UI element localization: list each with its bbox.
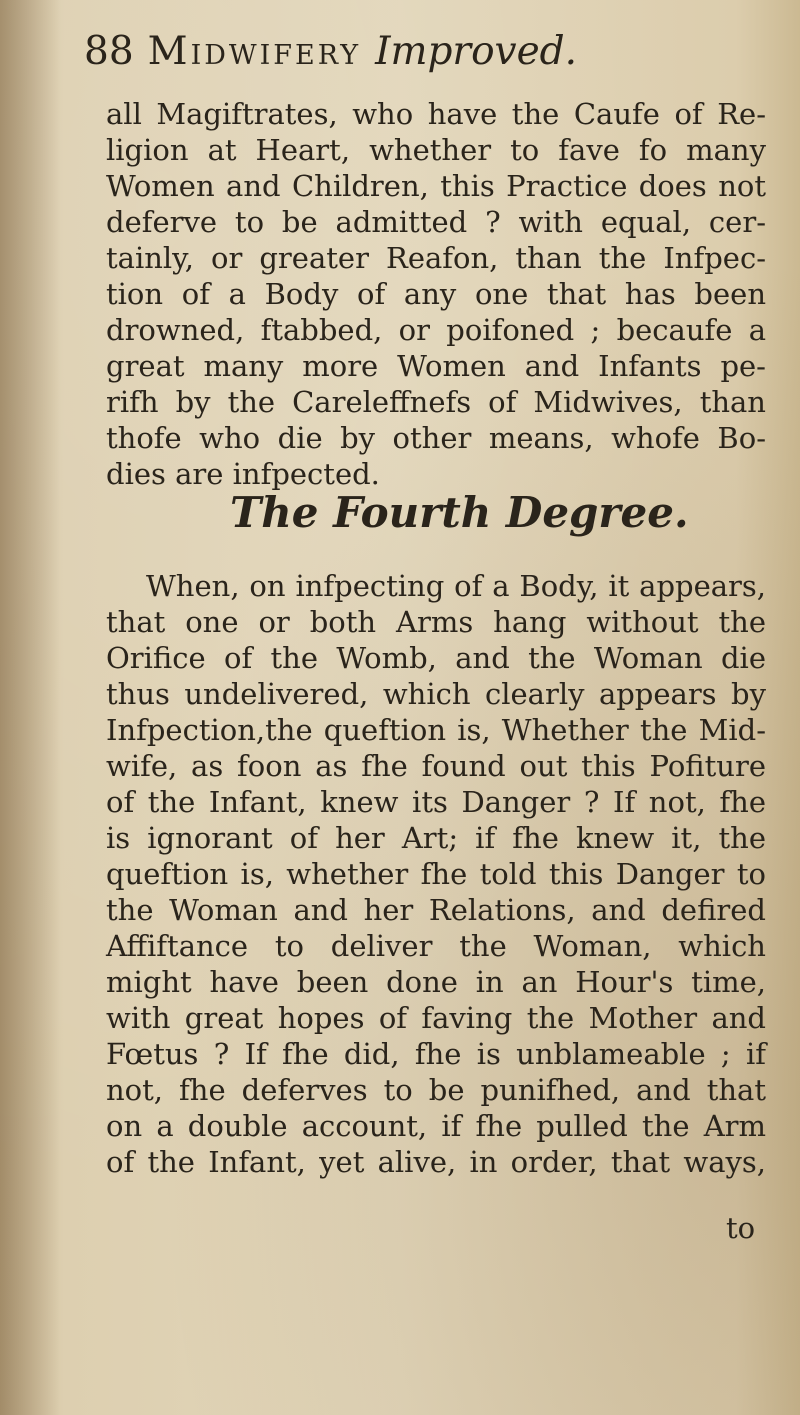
text-line: Affiftance to deliver the Woman, which (106, 929, 766, 963)
text-line: dies are infpected. (106, 457, 380, 491)
text-line: queftion is, whether fhe told this Danger to (106, 857, 766, 891)
paragraph-1 (106, 96, 766, 492)
text-line: rifh by the Careleffnefs of Midwives, than (106, 385, 766, 419)
paragraph-2 (106, 568, 766, 1180)
text-line: with great hopes of faving the Mother and (106, 1001, 766, 1035)
text-line: not, fhe deferves to be punifhed, and that (106, 1073, 766, 1107)
text-line: of the Infant, knew its Danger ? If not, fhe (106, 785, 766, 819)
page-header (84, 22, 764, 82)
text-line: Orifice of the Womb, and the Woman die (106, 641, 766, 675)
text-line: Fœtus ? If fhe did, fhe is unblameable ; if (106, 1037, 766, 1071)
text-line: thus undelivered, which clearly appears by (106, 677, 766, 711)
text-line: tion of a Body of any one that has been (106, 277, 766, 311)
running-title: Midwifery (147, 29, 362, 74)
text-line: ligion at Heart, whether to fave fo many (106, 133, 766, 167)
text-line: the Woman and her Relations, and defired (106, 893, 766, 927)
text-line: great many more Women and Infants pe- (106, 349, 766, 383)
text-line: thofe who die by other means, whofe Bo- (106, 421, 766, 455)
text-line: wife, as foon as fhe found out this Pofiture (106, 749, 766, 783)
catchword: to (726, 1211, 756, 1245)
text-line: Women and Children, this Practice does not (106, 169, 766, 203)
text-line: is ignorant of her Art; if fhe knew it, the (106, 821, 766, 855)
page-number: 88 (84, 29, 134, 74)
text-line: on a double account, if fhe pulled the Arm (106, 1109, 766, 1143)
text-line: might have been done in an Hour's time, (106, 965, 766, 999)
text-line: drowned, ftabbed, or poifoned ; becaufe a (106, 313, 766, 347)
running-title-italic: Improved. (375, 29, 578, 74)
section-heading: The Fourth Degree. (230, 488, 689, 537)
text-line: all Magiftrates, who have the Caufe of Re- (106, 97, 766, 131)
text-line: tainly, or greater Reafon, than the Infpec- (106, 241, 766, 275)
text-line: deferve to be admitted ? with equal, cer- (106, 205, 766, 239)
page-edge-shadow (0, 0, 60, 1415)
text-line: When, on infpecting of a Body, it appears, (146, 569, 766, 603)
text-line: Infpection,the queftion is, Whether the Mid- (106, 713, 766, 747)
text-line: of the Infant, yet alive, in order, that ways, (106, 1145, 766, 1179)
text-line: that one or both Arms hang without the (106, 605, 766, 639)
